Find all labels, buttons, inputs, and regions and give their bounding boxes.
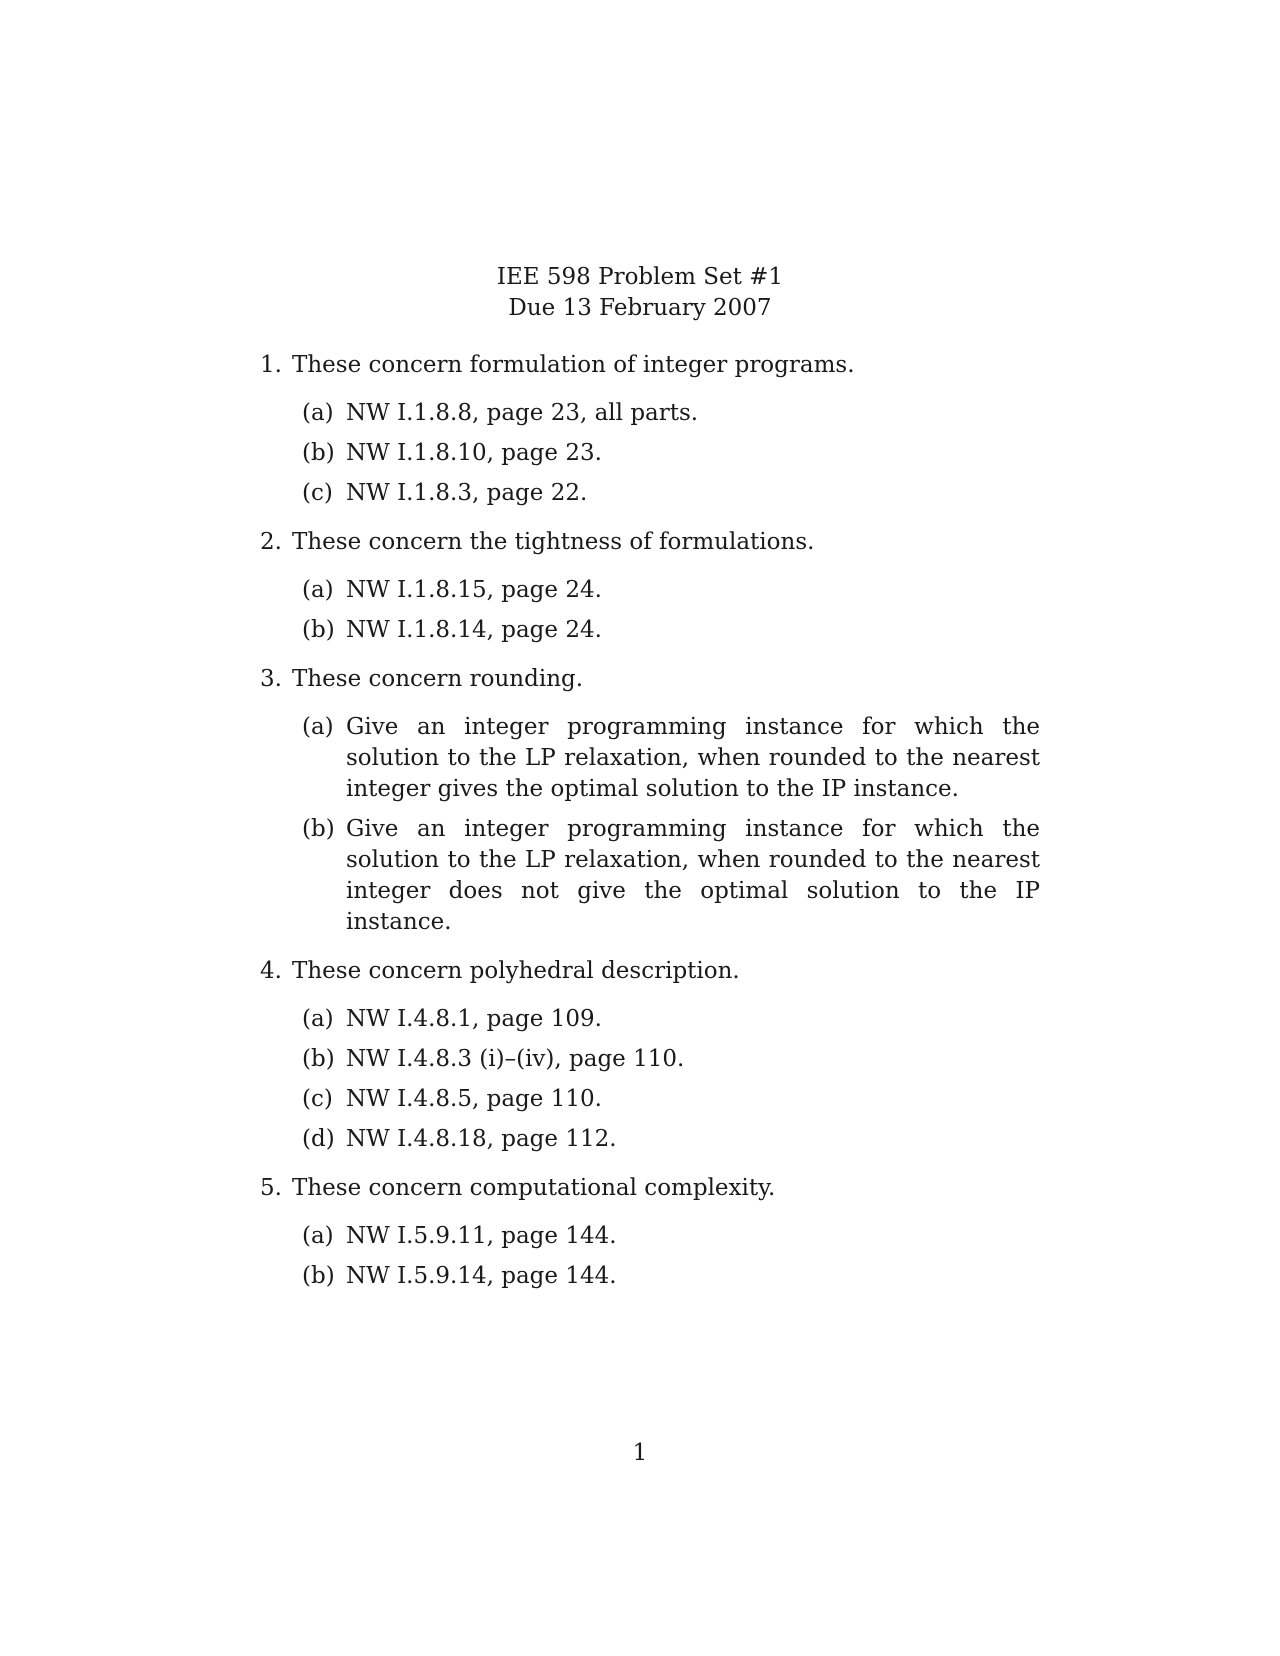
page-number: 1 — [632, 1440, 648, 1466]
part-list — [260, 1221, 1040, 1292]
part-list — [260, 1004, 1040, 1155]
part-label: (a) — [302, 400, 334, 426]
part-text: NW I.4.8.18, page 112. — [346, 1126, 617, 1152]
part-text: NW I.5.9.11, page 144. — [346, 1223, 617, 1249]
part-list — [260, 712, 1040, 938]
problem-number: 3. — [260, 666, 282, 692]
problem-item — [260, 664, 1040, 938]
problem-text: These concern the tightness of formulations. — [292, 529, 815, 555]
problem-number: 4. — [260, 958, 282, 984]
problem-text: These concern rounding. — [292, 666, 584, 692]
part-item — [302, 398, 1040, 429]
problem-text: These concern formulation of integer programs. — [292, 352, 855, 378]
part-label: (c) — [302, 1086, 333, 1112]
part-item — [302, 615, 1040, 646]
part-text: NW I.4.8.3 (i)–(iv), page 110. — [346, 1046, 685, 1072]
part-label: (b) — [302, 617, 335, 643]
part-label: (a) — [302, 1006, 334, 1032]
problem-list — [260, 350, 1040, 1310]
part-text: Give an integer programming instance for which the solution to the LP relaxation, when rounded to the nearest integer gives the optimal solution to the IP instance. — [346, 714, 1040, 802]
part-item — [302, 1004, 1040, 1035]
part-item — [302, 1044, 1040, 1075]
part-text: NW I.1.8.14, page 24. — [346, 617, 602, 643]
part-label: (a) — [302, 1223, 334, 1249]
part-item — [302, 1084, 1040, 1115]
problem-number: 2. — [260, 529, 282, 555]
part-item — [302, 478, 1040, 509]
part-text: NW I.1.8.10, page 23. — [346, 440, 602, 466]
part-item — [302, 575, 1040, 606]
document-title: IEE 598 Problem Set #1 — [496, 264, 784, 290]
problem-item — [260, 527, 1040, 646]
part-label: (b) — [302, 816, 335, 842]
part-list — [260, 575, 1040, 646]
part-text: NW I.5.9.14, page 144. — [346, 1263, 617, 1289]
part-label: (b) — [302, 1046, 335, 1072]
part-label: (a) — [302, 577, 334, 603]
part-text: NW I.4.8.5, page 110. — [346, 1086, 602, 1112]
problem-number: 1. — [260, 352, 282, 378]
part-label: (a) — [302, 714, 334, 740]
part-item — [302, 814, 1040, 938]
part-text: NW I.4.8.1, page 109. — [346, 1006, 602, 1032]
due-date: Due 13 February 2007 — [508, 295, 772, 321]
part-label: (b) — [302, 1263, 335, 1289]
problem-number: 5. — [260, 1175, 282, 1201]
problem-text: These concern computational complexity. — [292, 1175, 776, 1201]
part-label: (d) — [302, 1126, 335, 1152]
problem-text: These concern polyhedral description. — [292, 958, 740, 984]
part-text: Give an integer programming instance for which the solution to the LP relaxation, when rounded to the nearest integer does not give the optimal solution to the IP instance. — [346, 816, 1040, 935]
part-text: NW I.1.8.3, page 22. — [346, 480, 588, 506]
problem-item — [260, 1173, 1040, 1292]
problem-item — [260, 350, 1040, 509]
part-text: NW I.1.8.15, page 24. — [346, 577, 602, 603]
part-list — [260, 398, 1040, 509]
part-text: NW I.1.8.8, page 23, all parts. — [346, 400, 699, 426]
part-item — [302, 1221, 1040, 1252]
part-label: (b) — [302, 440, 335, 466]
problem-item — [260, 956, 1040, 1155]
part-item — [302, 438, 1040, 469]
part-item — [302, 712, 1040, 805]
part-item — [302, 1261, 1040, 1292]
part-label: (c) — [302, 480, 333, 506]
title-block — [0, 262, 1280, 324]
part-item — [302, 1124, 1040, 1155]
